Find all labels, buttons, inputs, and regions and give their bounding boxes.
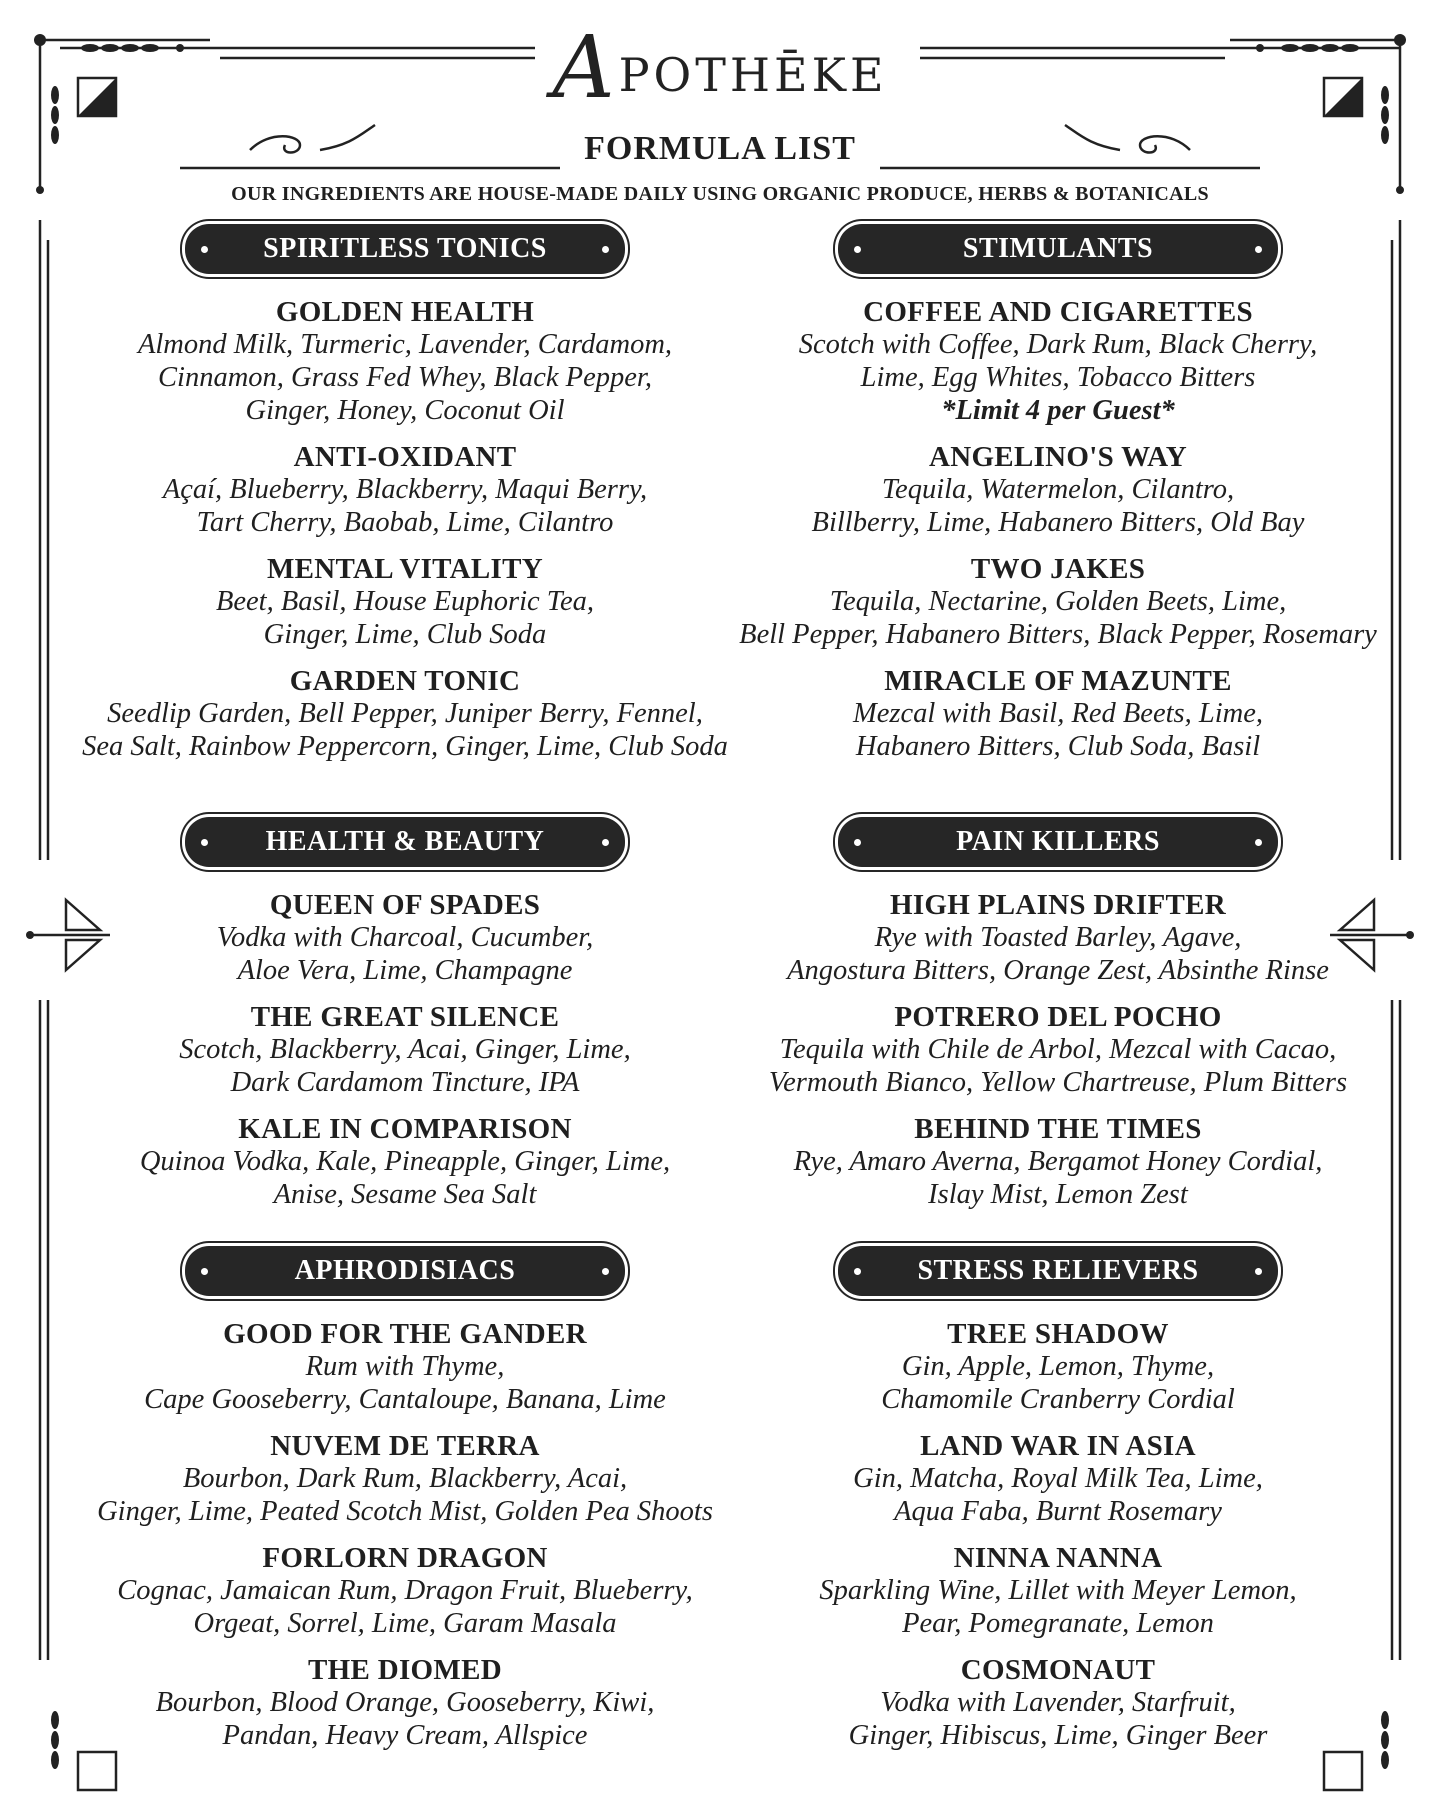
- drink-ingredients: Ginger, Lime, Club Soda: [263, 619, 547, 650]
- drink-item: [55, 1113, 755, 1211]
- drink-item: [708, 665, 1408, 763]
- drink-item: [55, 296, 755, 427]
- drink-ingredients: Anise, Sesame Sea Salt: [273, 1179, 537, 1210]
- drink-ingredients: Lime, Egg Whites, Tobacco Bitters: [860, 362, 1256, 393]
- drink-ingredients: Seedlip Garden, Bell Pepper, Juniper Berry, Fennel,: [107, 698, 703, 729]
- drink-item: [55, 1001, 755, 1099]
- drink-ingredients: Islay Mist, Lemon Zest: [928, 1179, 1188, 1210]
- drink-ingredients: Chamomile Cranberry Cordial: [881, 1384, 1235, 1415]
- drink-ingredients: Dark Cardamom Tincture, IPA: [230, 1067, 580, 1098]
- drink-ingredients: Gin, Matcha, Royal Milk Tea, Lime,: [853, 1463, 1263, 1494]
- drink-name: GOOD FOR THE GANDER: [223, 1318, 587, 1350]
- drink-ingredients: Rum with Thyme,: [305, 1351, 505, 1382]
- drink-ingredients: Sparkling Wine, Lillet with Meyer Lemon,: [819, 1575, 1297, 1606]
- drink-ingredients: Mezcal with Basil, Red Beets, Lime,: [852, 698, 1263, 729]
- banner-dot: [1255, 839, 1262, 846]
- drink-item: [55, 1318, 755, 1416]
- drink-ingredients: Pandan, Heavy Cream, Allspice: [222, 1720, 588, 1751]
- section-health-beauty: [55, 817, 755, 1225]
- page-title: FORMULA LIST: [584, 130, 856, 167]
- drink-list: [55, 889, 755, 1211]
- banner-dot: [1255, 246, 1262, 253]
- banner-dot: [854, 1268, 861, 1275]
- drink-item: [55, 889, 755, 987]
- drink-name: KALE IN COMPARISON: [238, 1113, 572, 1145]
- drink-ingredients: Vodka with Lavender, Starfruit,: [880, 1687, 1236, 1718]
- drink-ingredients: Scotch with Coffee, Dark Rum, Black Cherry,: [798, 329, 1318, 360]
- drink-name: POTRERO DEL POCHO: [894, 1001, 1222, 1033]
- drink-ingredients: Bourbon, Dark Rum, Blackberry, Acai,: [182, 1463, 628, 1494]
- drink-name: THE GREAT SILENCE: [250, 1001, 560, 1033]
- section-pain-killers: [708, 817, 1408, 1225]
- drink-ingredients: Scotch, Blackberry, Acai, Ginger, Lime,: [179, 1034, 631, 1065]
- drink-name: THE DIOMED: [308, 1654, 502, 1686]
- drink-list: [708, 1318, 1408, 1752]
- drink-ingredients: Aqua Faba, Burnt Rosemary: [894, 1496, 1222, 1527]
- banner-dot: [1255, 1268, 1262, 1275]
- drink-name: TREE SHADOW: [947, 1318, 1169, 1350]
- drink-note: *Limit 4 per Guest*: [941, 395, 1175, 426]
- drink-name: HIGH PLAINS DRIFTER: [889, 889, 1227, 921]
- drink-ingredients: Ginger, Hibiscus, Lime, Ginger Beer: [848, 1720, 1268, 1751]
- drink-name: QUEEN OF SPADES: [269, 889, 541, 921]
- banner-dot: [201, 839, 208, 846]
- drink-item: [55, 1430, 755, 1528]
- section-banner: [838, 817, 1278, 867]
- drink-ingredients: Gin, Apple, Lemon, Thyme,: [901, 1351, 1215, 1382]
- drink-ingredients: Pear, Pomegranate, Lemon: [902, 1608, 1214, 1639]
- drink-ingredients: Tequila with Chile de Arbol, Mezcal with Cacao,: [779, 1034, 1337, 1065]
- drink-ingredients: Cinnamon, Grass Fed Whey, Black Pepper,: [158, 362, 652, 393]
- drink-ingredients: Almond Milk, Turmeric, Lavender, Cardamom,: [137, 329, 673, 360]
- banner-dot: [201, 246, 208, 253]
- banner-dot: [854, 246, 861, 253]
- banner-dot: [602, 839, 609, 846]
- drink-name: GARDEN TONIC: [289, 665, 521, 697]
- drink-item: [708, 1001, 1408, 1099]
- drink-item: [55, 665, 755, 763]
- drink-list: [55, 1318, 755, 1752]
- drink-name: NUVEM DE TERRA: [270, 1430, 540, 1462]
- brand-logo: [0, 18, 1440, 118]
- drink-ingredients: Bourbon, Blood Orange, Gooseberry, Kiwi,: [155, 1687, 655, 1718]
- drink-ingredients: Quinoa Vodka, Kale, Pineapple, Ginger, Lime,: [139, 1146, 671, 1177]
- drink-item: [55, 553, 755, 651]
- drink-name: FORLORN DRAGON: [262, 1542, 548, 1574]
- drink-ingredients: Billberry, Lime, Habanero Bitters, Old Bay: [811, 507, 1305, 538]
- logo-wordmark: POTHĒKE: [618, 48, 888, 102]
- drink-ingredients: Açaí, Blueberry, Blackberry, Maqui Berry,: [162, 474, 648, 505]
- drink-ingredients: Vodka with Charcoal, Cucumber,: [216, 922, 594, 953]
- section-heading: STRESS RELIEVERS: [917, 1255, 1199, 1286]
- page-subtitle: OUR INGREDIENTS ARE HOUSE-MADE DAILY USING ORGANIC PRODUCE, HERBS & BOTANICALS: [231, 183, 1209, 205]
- drink-item: [708, 553, 1408, 651]
- drink-name: BEHIND THE TIMES: [914, 1113, 1202, 1145]
- drink-ingredients: Beet, Basil, House Euphoric Tea,: [215, 586, 595, 617]
- section-spiritless-tonics: [55, 224, 755, 777]
- drink-ingredients: Tequila, Nectarine, Golden Beets, Lime,: [829, 586, 1287, 617]
- drink-name: MENTAL VITALITY: [266, 553, 544, 585]
- drink-ingredients: Angostura Bitters, Orange Zest, Absinthe Rinse: [787, 955, 1329, 986]
- drink-item: [708, 296, 1408, 427]
- section-banner: [185, 817, 625, 867]
- section-stimulants: [708, 224, 1408, 777]
- banner-dot: [201, 1268, 208, 1275]
- drink-item: [708, 1113, 1408, 1211]
- drink-ingredients: Cape Gooseberry, Cantaloupe, Banana, Lime: [144, 1384, 666, 1415]
- drink-ingredients: Ginger, Honey, Coconut Oil: [245, 395, 565, 426]
- drink-list: [708, 296, 1408, 763]
- drink-ingredients: Habanero Bitters, Club Soda, Basil: [855, 731, 1261, 762]
- drink-item: [708, 1542, 1408, 1640]
- section-stress-relievers: [708, 1246, 1408, 1766]
- drink-item: [55, 441, 755, 539]
- drink-item: [708, 1654, 1408, 1752]
- section-banner: [185, 1246, 625, 1296]
- drink-ingredients: Rye with Toasted Barley, Agave,: [874, 922, 1242, 953]
- drink-item: [708, 441, 1408, 539]
- drink-name: COFFEE AND CIGARETTES: [863, 296, 1253, 328]
- section-heading: STIMULANTS: [962, 233, 1154, 264]
- drink-name: ANTI-OXIDANT: [293, 441, 517, 473]
- drink-ingredients: Vermouth Bianco, Yellow Chartreuse, Plum Bitters: [768, 1067, 1348, 1098]
- banner-dot: [602, 246, 609, 253]
- drink-name: COSMONAUT: [960, 1654, 1156, 1686]
- section-heading: SPIRITLESS TONICS: [263, 233, 547, 264]
- drink-item: [55, 1654, 755, 1752]
- section-banner: [185, 224, 625, 274]
- section-heading: HEALTH & BEAUTY: [265, 826, 545, 857]
- drink-name: NINNA NANNA: [953, 1542, 1163, 1574]
- drink-item: [708, 1318, 1408, 1416]
- drink-list: [55, 296, 755, 763]
- drink-ingredients: Ginger, Lime, Peated Scotch Mist, Golden Pea Shoots: [97, 1496, 713, 1527]
- drink-ingredients: Aloe Vera, Lime, Champagne: [237, 955, 573, 986]
- drink-ingredients: Sea Salt, Rainbow Peppercorn, Ginger, Lime, Club Soda: [82, 731, 728, 762]
- banner-dot: [854, 839, 861, 846]
- drink-name: LAND WAR IN ASIA: [920, 1430, 1196, 1462]
- drink-name: TWO JAKES: [970, 553, 1146, 585]
- logo-initial: A: [552, 18, 619, 118]
- drink-name: GOLDEN HEALTH: [275, 296, 535, 328]
- section-banner: [838, 224, 1278, 274]
- drink-item: [708, 1430, 1408, 1528]
- drink-item: [55, 1542, 755, 1640]
- section-heading: APHRODISIACS: [294, 1255, 516, 1286]
- drink-list: [708, 889, 1408, 1211]
- drink-ingredients: Tart Cherry, Baobab, Lime, Cilantro: [196, 507, 614, 538]
- drink-name: MIRACLE OF MAZUNTE: [884, 665, 1232, 697]
- drink-ingredients: Cognac, Jamaican Rum, Dragon Fruit, Blueberry,: [117, 1575, 693, 1606]
- drink-ingredients: Bell Pepper, Habanero Bitters, Black Pepper, Rosemary: [739, 619, 1377, 650]
- drink-ingredients: Orgeat, Sorrel, Lime, Garam Masala: [193, 1608, 617, 1639]
- section-aphrodisiacs: [55, 1246, 755, 1766]
- section-banner: [838, 1246, 1278, 1296]
- drink-ingredients: Rye, Amaro Averna, Bergamot Honey Cordial,: [793, 1146, 1323, 1177]
- drink-name: ANGELINO'S WAY: [928, 441, 1188, 473]
- drink-ingredients: Tequila, Watermelon, Cilantro,: [881, 474, 1235, 505]
- drink-item: [708, 889, 1408, 987]
- section-heading: PAIN KILLERS: [956, 826, 1160, 857]
- banner-dot: [602, 1268, 609, 1275]
